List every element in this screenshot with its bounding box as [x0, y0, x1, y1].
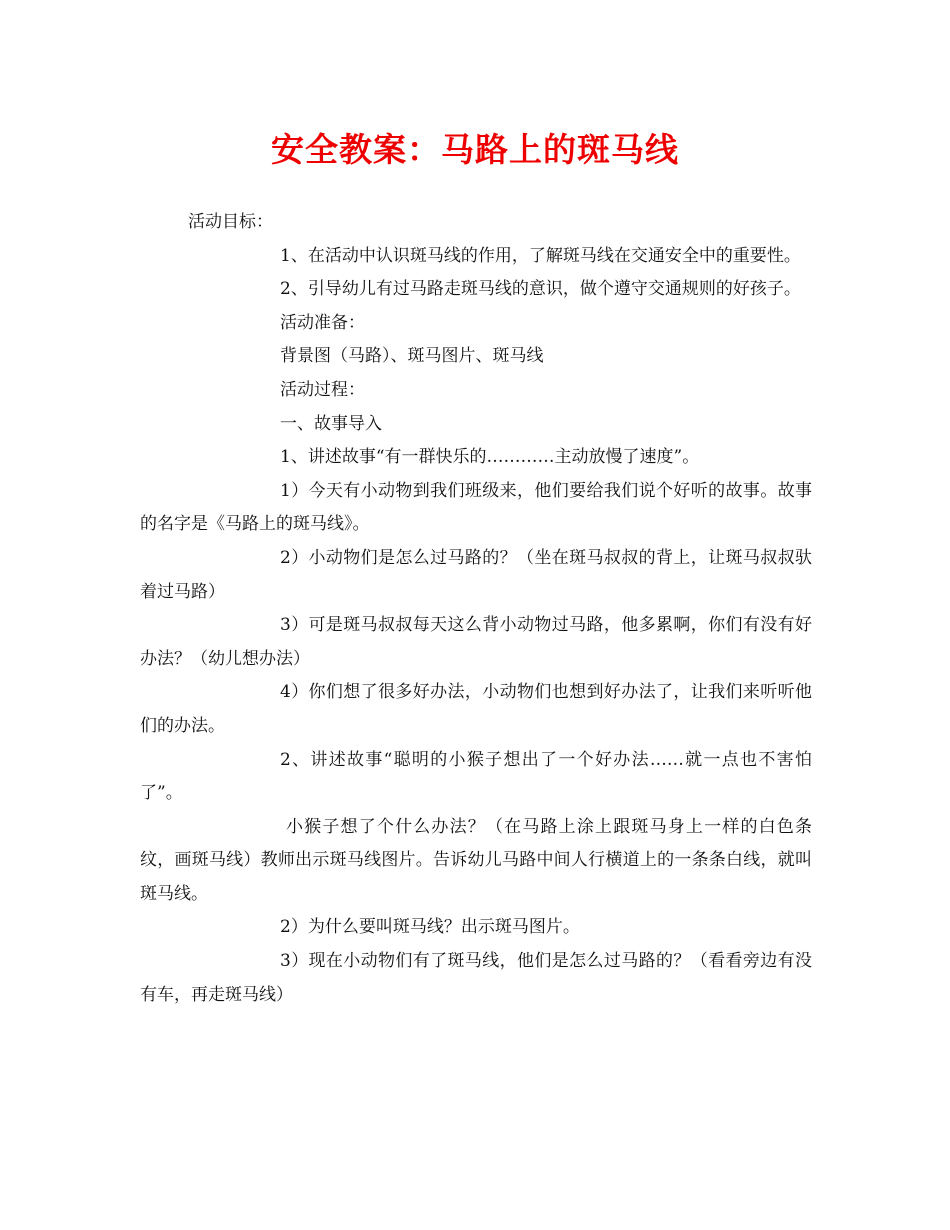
- goal-item-2: 2、引导幼儿有过马路走斑马线的意识，做个遵守交通规则的好孩子。: [280, 279, 801, 300]
- process-paragraph: 4）你们想了很多好办法，小动物们也想到好办法了，让我们来听听他们的办法。: [140, 682, 812, 736]
- process-paragraph: 2、讲述故事“聪明的小猴子想出了一个好办法……就一点也不害怕了”。: [140, 749, 812, 804]
- process-paragraph: 2）小动物们是怎么过马路的？（坐在斑马叔叔的背上，让斑马叔叔驮着过马路）: [140, 547, 812, 602]
- process-paragraph: 小猴子想了个什么办法？（在马路上涂上跟斑马身上一样的白色条纹，画斑马线）教师出示斑马线图片。告诉幼儿马路中间人行横道上的一条条白线，就叫斑马线。: [140, 816, 812, 904]
- process-paragraph: 3）现在小动物们有了斑马线，他们是怎么过马路的？（看看旁边有没有车，再走斑马线）: [140, 951, 812, 1005]
- process-paragraph: 1、讲述故事“有一群快乐的…………主动放慢了速度”。: [280, 447, 700, 468]
- process-paragraph: 2）为什么要叫斑马线？出示斑马图片。: [280, 917, 580, 938]
- preparation-materials: 背景图（马路）、斑马图片、斑马线: [280, 346, 544, 367]
- process-paragraph: 3）可是斑马叔叔每天这么背小动物过马路，他多累啊，你们有没有好办法？（幼儿想办法）: [140, 615, 812, 669]
- goal-item-1: 1、在活动中认识斑马线的作用，了解斑马线在交通安全中的重要性。: [280, 245, 801, 266]
- section-heading-preparation: 活动准备：: [280, 312, 365, 333]
- document-title: 安全教案：马路上的斑马线: [271, 130, 679, 169]
- section-heading-process: 活动过程：: [280, 379, 365, 400]
- process-paragraph: 1）今天有小动物到我们班级来，他们要给我们说个好听的故事。故事的名字是《马路上的斑马线》。: [140, 480, 812, 535]
- document-body: [140, 206, 812, 1012]
- process-step-heading: 一、故事导入: [280, 413, 382, 434]
- section-heading-goals: 活动目标：: [188, 212, 273, 232]
